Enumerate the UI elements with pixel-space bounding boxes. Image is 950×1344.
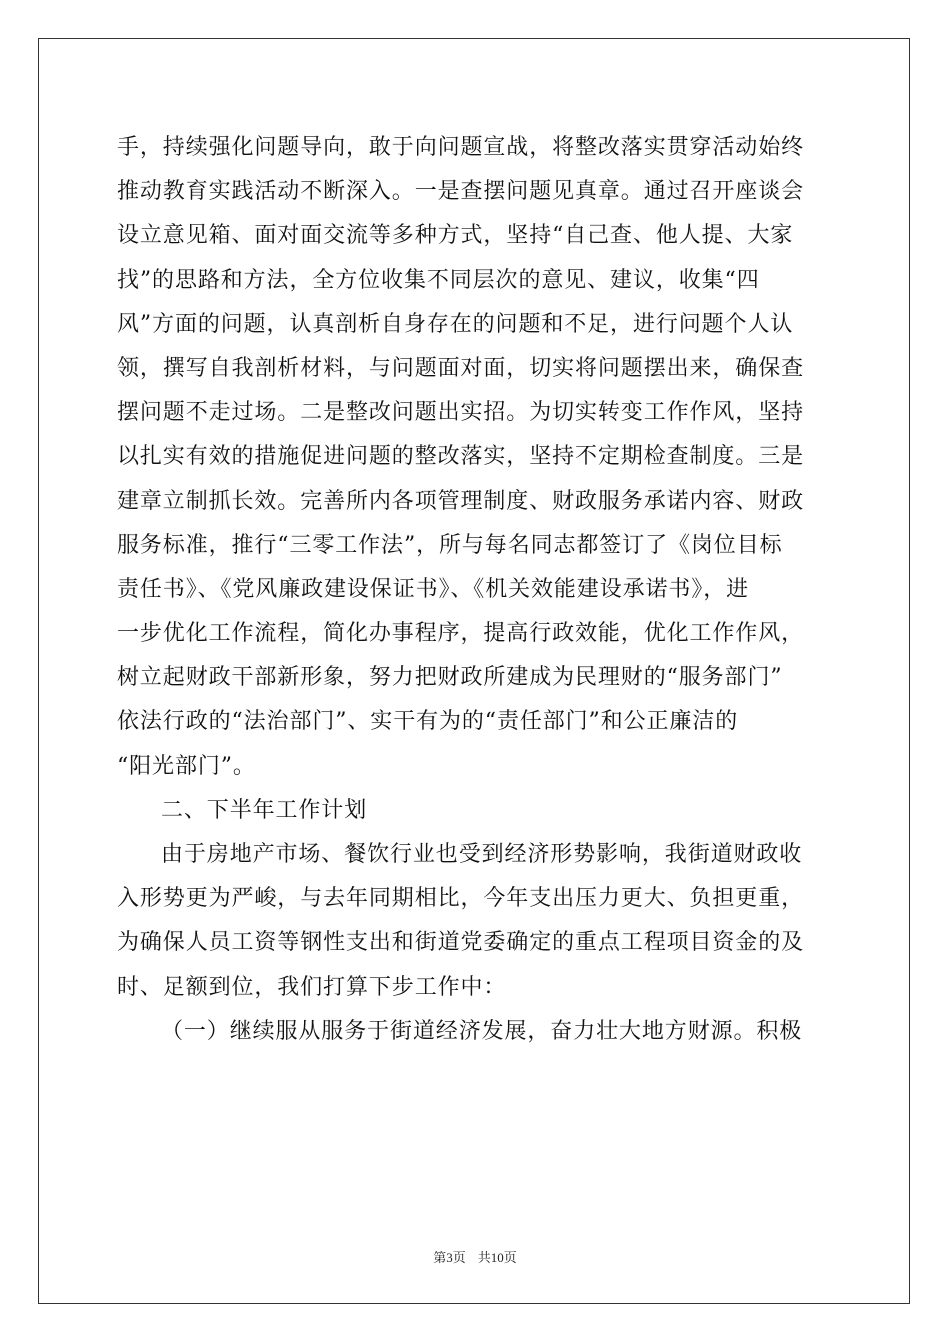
text-line: 推动教育实践活动不断深入。一是查摆问题见真章。通过召开座谈会 [117,179,805,205]
text-line: 依法行政的“法治部门”、实干有为的“责任部门”和公正廉洁的 [117,709,739,735]
text-line: （一）继续服从服务于街道经济发展，奋力壮大地方财源。积极 [161,1018,803,1044]
text-line: 手，持续强化问题导向，敢于向问题宣战，将整改落实贯穿活动始终 [117,135,805,160]
text-line: 二、下半年工作计划 [161,797,368,823]
text-line: 摆问题不走过场。二是整改问题出实招。为切实转变工作作风，坚持 [117,400,805,426]
text-line: 一步优化工作流程，简化办事程序，提高行政效能，优化工作作风， [117,621,805,647]
text-line: 由于房地产市场、餐饮行业也受到经济形势影响，我街道财政收 [161,842,803,867]
text-line: 以扎实有效的措施促进问题的整改落实，坚持不定期检查制度。三是 [117,444,805,470]
text-line: 为确保人员工资等钢性支出和街道党委确定的重点工程项目资金的及 [117,930,805,956]
text-line: “阳光部门”。 [117,753,256,779]
text-line: 建章立制抓长效。完善所内各项管理制度、财政服务承诺内容、财政 [117,488,805,514]
document-body [117,126,837,1054]
page-number: 第3页 [433,1250,466,1265]
text-line: 服务标准，推行“三零工作法”，所与每名同志都签订了《岗位目标 [117,532,783,558]
text-line: 入形势更为严峻，与去年同期相比，今年支出压力更大、负担更重， [117,886,805,912]
text-line: 设立意见箱、面对面交流等多种方式，坚持“自己查、他人提、大家 [117,223,794,249]
text-line: 领，撰写自我剖析材料，与问题面对面，切实将问题摆出来，确保查 [117,355,805,381]
text-line: 找”的思路和方法，全方位收集不同层次的意见、建议，收集“四 [117,267,760,293]
text-line: 责任书》、《党风廉政建设保证书》、《机关效能建设承诺书》，进 [117,576,750,602]
page-footer [0,1247,950,1266]
text-line: 树立起财政干部新形象，努力把财政所建成为民理财的“服务部门” [117,665,783,691]
page-total: 共10页 [477,1250,517,1265]
text-line: 时、足额到位，我们打算下步工作中： [117,974,507,1000]
text-line: 风”方面的问题，认真剖析自身存在的问题和不足，进行问题个人认 [117,311,794,337]
